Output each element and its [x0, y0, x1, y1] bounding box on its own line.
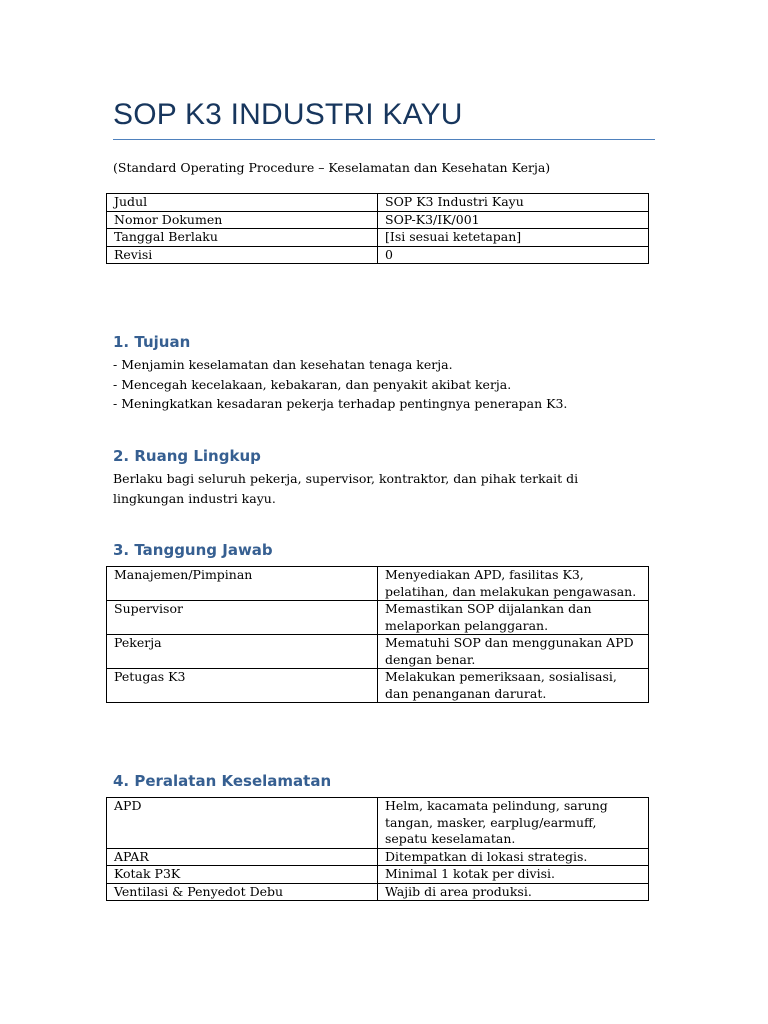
table-cell: Memastikan SOP dijalankan dan melaporkan pelanggaran.	[378, 601, 649, 635]
ruang-lingkup-text	[113, 469, 643, 508]
table-cell: SOP-K3/IK/001	[378, 211, 649, 229]
table-cell: Revisi	[107, 246, 378, 264]
document-title: SOP K3 INDUSTRI KAYU	[113, 98, 463, 131]
table-cell: Menyediakan APD, fasilitas K3, pelatihan, dan melakukan pengawasan.	[378, 567, 649, 601]
table-row	[107, 866, 649, 884]
table-cell: APD	[107, 798, 378, 849]
table-cell: Helm, kacamata pelindung, sarung tangan, masker, earplug/earmuff, sepatu keselamatan.	[378, 798, 649, 849]
table-cell: Kotak P3K	[107, 866, 378, 884]
table-cell: SOP K3 Industri Kayu	[378, 194, 649, 212]
table-row	[107, 601, 649, 635]
table-cell: Ventilasi & Penyedot Debu	[107, 883, 378, 901]
table-cell: Mematuhi SOP dan menggunakan APD dengan benar.	[378, 635, 649, 669]
table-cell: Ditempatkan di lokasi strategis.	[378, 848, 649, 866]
document-info-table	[106, 193, 649, 264]
table-row	[107, 798, 649, 849]
table-row	[107, 883, 649, 901]
table-cell: [Isi sesuai ketetapan]	[378, 229, 649, 247]
table-row	[107, 567, 649, 601]
table-cell: Manajemen/Pimpinan	[107, 567, 378, 601]
table-row	[107, 211, 649, 229]
section-heading-ruang-lingkup: 2. Ruang Lingkup	[113, 447, 261, 465]
table-cell: Petugas K3	[107, 669, 378, 703]
table-row	[107, 669, 649, 703]
section-heading-peralatan: 4. Peralatan Keselamatan	[113, 772, 332, 790]
tujuan-list	[113, 355, 643, 414]
list-item: - Meningkatkan kesadaran pekerja terhadap pentingnya penerapan K3.	[113, 396, 568, 411]
table-cell: Wajib di area produksi.	[378, 883, 649, 901]
table-row	[107, 194, 649, 212]
table-cell: Melakukan pemeriksaan, sosialisasi, dan penanganan darurat.	[378, 669, 649, 703]
table-row	[107, 246, 649, 264]
paragraph: Berlaku bagi seluruh pekerja, supervisor, kontraktor, dan pihak terkait di lingkungan industri kayu.	[113, 471, 579, 506]
table-cell: Tanggal Berlaku	[107, 229, 378, 247]
list-item: - Menjamin keselamatan dan kesehatan tenaga kerja.	[113, 357, 453, 372]
table-cell: Pekerja	[107, 635, 378, 669]
table-row	[107, 635, 649, 669]
title-underline	[113, 139, 655, 140]
section-heading-tujuan: 1. Tujuan	[113, 333, 191, 351]
section-heading-tanggung-jawab: 3. Tanggung Jawab	[113, 541, 273, 559]
equipment-table	[106, 797, 649, 901]
document-subtitle: (Standard Operating Procedure – Keselamatan dan Kesehatan Kerja)	[113, 160, 551, 175]
table-row	[107, 229, 649, 247]
responsibility-table	[106, 566, 649, 703]
table-cell: Nomor Dokumen	[107, 211, 378, 229]
table-cell: APAR	[107, 848, 378, 866]
table-cell: 0	[378, 246, 649, 264]
table-cell: Supervisor	[107, 601, 378, 635]
table-cell: Minimal 1 kotak per divisi.	[378, 866, 649, 884]
list-item: - Mencegah kecelakaan, kebakaran, dan penyakit akibat kerja.	[113, 376, 512, 392]
table-row	[107, 848, 649, 866]
table-cell: Judul	[107, 194, 378, 212]
